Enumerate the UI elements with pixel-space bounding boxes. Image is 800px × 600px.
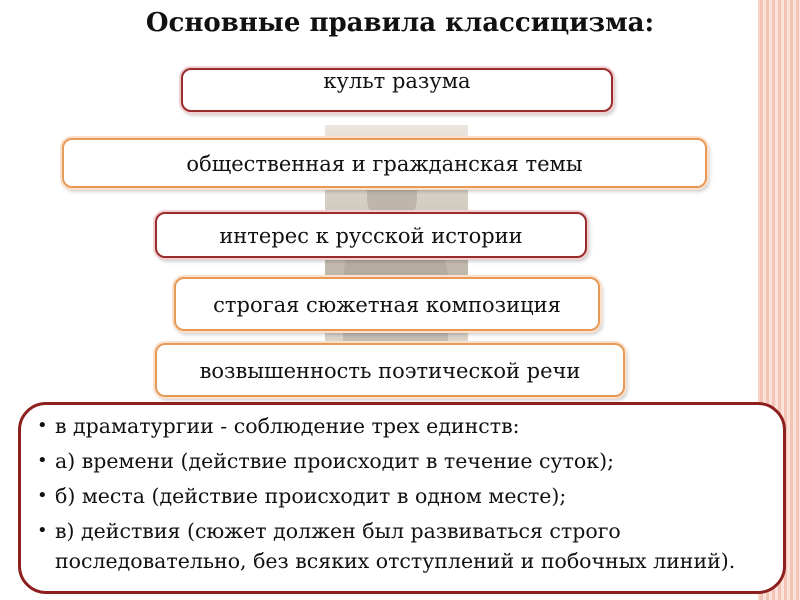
- list-item: • в драматургии - соблюдение трех единств:: [35, 411, 769, 441]
- rule-text: интерес к русской истории: [219, 224, 523, 248]
- rule-text: культ разума: [323, 69, 471, 93]
- three-unities-box: [18, 402, 786, 594]
- rule-box-reason: [181, 68, 613, 112]
- list-item: • в) действия (сюжет должен был развиваться строго последовательно, без всяких отступлений и побочных линий).: [35, 516, 769, 576]
- rule-text: возвышенность поэтической речи: [199, 359, 581, 383]
- rule-box-plot-composition: [174, 277, 600, 331]
- rule-text: общественная и гражданская темы: [186, 152, 583, 176]
- rule-box-civic-themes: [62, 138, 707, 188]
- rule-text: строгая сюжетная композиция: [213, 293, 561, 317]
- list-item: • а) времени (действие происходит в течение суток);: [35, 446, 769, 476]
- rule-box-poetic-speech: [155, 343, 625, 397]
- three-unities-list: [35, 411, 769, 576]
- rule-box-russian-history: [155, 212, 587, 258]
- slide-title: Основные правила классицизма:: [145, 8, 655, 38]
- list-item: • б) места (действие происходит в одном месте);: [35, 481, 769, 511]
